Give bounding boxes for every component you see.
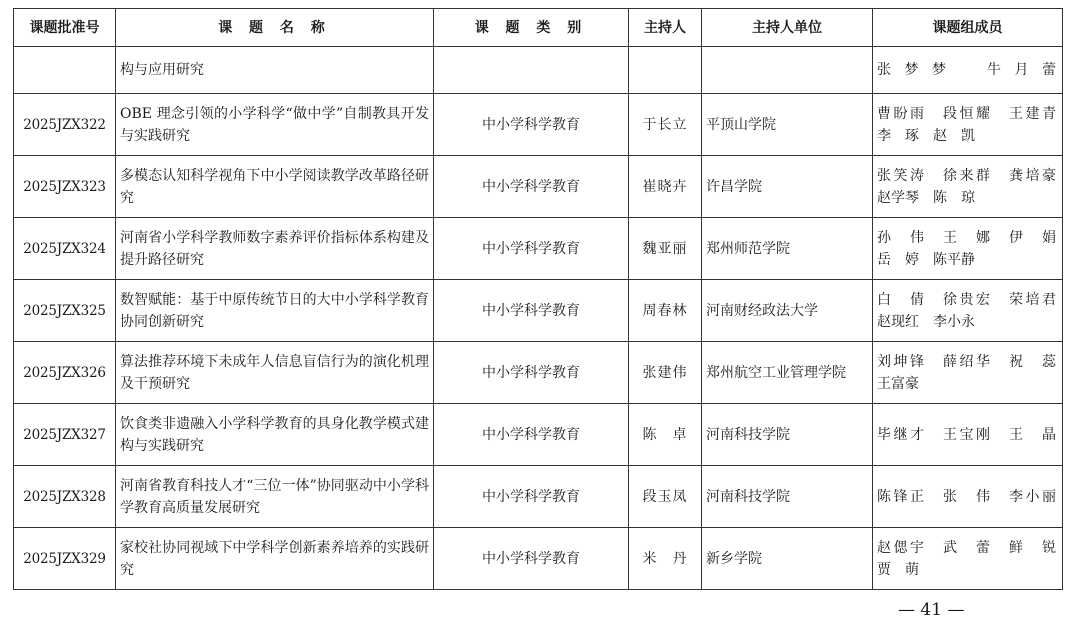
table-row: [14, 218, 1063, 280]
project-title-cell: 家校社协同视域下中学科学创新素养培养的实践研究: [116, 528, 434, 590]
header-title: 课 题 名 称: [116, 9, 434, 47]
member-line: 赵现红 李小永: [877, 313, 975, 330]
project-title-cell: 河南省小学科学教师数字素养评价指标体系构建及提升路径研究: [116, 218, 434, 280]
table-row: [14, 528, 1063, 590]
project-category-cell: 中小学科学教育: [434, 342, 629, 404]
project-category-cell: 中小学科学教育: [434, 528, 629, 590]
member-line: 张笑涛 徐来群 龚培豪: [877, 167, 1056, 184]
project-number-cell: 2025JZX326: [14, 342, 116, 404]
project-number-cell: 2025JZX329: [14, 528, 116, 590]
project-category-cell: 中小学科学教育: [434, 280, 629, 342]
project-number-cell: 2025JZX327: [14, 404, 116, 466]
member-line: 曹盼雨 段恒耀 王建青: [877, 105, 1056, 122]
members-cell: [873, 466, 1063, 528]
member-line: 刘坤锋 薛绍华 祝 蕊: [877, 353, 1056, 370]
host-unit-cell: 河南科技学院: [702, 466, 873, 528]
project-category-cell: 中小学科学教育: [434, 94, 629, 156]
project-category-cell: 中小学科学教育: [434, 218, 629, 280]
member-line: 赵偲宇 武 蕾 鲜 锐: [877, 539, 1056, 556]
header-unit: 主持人单位: [702, 9, 873, 47]
project-category-cell: 中小学科学教育: [434, 404, 629, 466]
member-line: 陈锋正 张 伟 李小丽: [877, 488, 1056, 505]
page-number: — 41 —: [898, 600, 965, 620]
members-cell: [873, 94, 1063, 156]
host-name-cell: 段玉凤: [629, 466, 702, 528]
member-line: 孙 伟 王 娜 伊 娟: [877, 229, 1056, 246]
host-unit-cell: 郑州师范学院: [702, 218, 873, 280]
project-number-cell: 2025JZX328: [14, 466, 116, 528]
host-unit-cell: 新乡学院: [702, 528, 873, 590]
member-line: 赵学琴 陈 琼: [877, 189, 975, 206]
project-number-cell: 2025JZX322: [14, 94, 116, 156]
header-number: 课题批准号: [14, 9, 116, 47]
table-row: [14, 342, 1063, 404]
project-title-cell: 河南省教育科技人才“三位一体”协同驱动中小学科学教育高质量发展研究: [116, 466, 434, 528]
host-unit-cell: 郑州航空工业管理学院: [702, 342, 873, 404]
members-cell: [873, 528, 1063, 590]
table-row: [14, 47, 1063, 94]
project-number-cell: [14, 47, 116, 94]
host-name-cell: 魏亚丽: [629, 218, 702, 280]
table-row: [14, 94, 1063, 156]
project-title-cell: 数智赋能：基于中原传统节日的大中小学科学教育协同创新研究: [116, 280, 434, 342]
header-members: 课题组成员: [873, 9, 1063, 47]
project-title-cell: OBE 理念引领的小学科学“做中学”自制教具开发与实践研究: [116, 94, 434, 156]
host-unit-cell: 河南科技学院: [702, 404, 873, 466]
members-cell: [873, 404, 1063, 466]
project-category-cell: 中小学科学教育: [434, 466, 629, 528]
member-line: 岳 婷 陈平静: [877, 251, 975, 268]
host-name-cell: 米 丹: [629, 528, 702, 590]
table-row: [14, 404, 1063, 466]
project-table: [13, 8, 1063, 590]
table-row: [14, 280, 1063, 342]
members-cell: [873, 47, 1063, 94]
host-unit-cell: 许昌学院: [702, 156, 873, 218]
members-cell: [873, 218, 1063, 280]
project-title-cell: 多模态认知科学视角下中小学阅读教学改革路径研究: [116, 156, 434, 218]
host-name-cell: 于长立: [629, 94, 702, 156]
members-cell: [873, 156, 1063, 218]
header-row: [14, 9, 1063, 47]
table-header: [14, 9, 1063, 47]
host-name-cell: 张建伟: [629, 342, 702, 404]
table-row: [14, 466, 1063, 528]
member-line: 白 倩 徐贵宏 荣培君: [877, 291, 1056, 308]
members-cell: [873, 342, 1063, 404]
table-body: [14, 47, 1063, 590]
project-title-cell: 构与应用研究: [116, 47, 434, 94]
header-host: 主持人: [629, 9, 702, 47]
project-title-cell: 饮食类非遗融入小学科学教育的具身化教学模式建构与实践研究: [116, 404, 434, 466]
member-line: 毕继才 王宝刚 王 晶: [877, 426, 1056, 443]
host-unit-cell: [702, 47, 873, 94]
project-number-cell: 2025JZX325: [14, 280, 116, 342]
member-line: 张梦梦 牛月蕾: [877, 62, 1056, 78]
host-name-cell: 陈 卓: [629, 404, 702, 466]
members-cell: [873, 280, 1063, 342]
host-unit-cell: 河南财经政法大学: [702, 280, 873, 342]
header-category: 课 题 类 别: [434, 9, 629, 47]
table-row: [14, 156, 1063, 218]
project-number-cell: 2025JZX324: [14, 218, 116, 280]
host-name-cell: [629, 47, 702, 94]
project-category-cell: 中小学科学教育: [434, 156, 629, 218]
member-line: 王富豪: [877, 375, 919, 392]
project-category-cell: [434, 47, 629, 94]
host-name-cell: 周春林: [629, 280, 702, 342]
member-line: 李 琢 赵 凯: [877, 127, 975, 144]
host-unit-cell: 平顶山学院: [702, 94, 873, 156]
project-title-cell: 算法推荐环境下未成年人信息盲信行为的演化机理及干预研究: [116, 342, 434, 404]
project-number-cell: 2025JZX323: [14, 156, 116, 218]
member-line: 贾 萌: [877, 561, 919, 578]
host-name-cell: 崔晓卉: [629, 156, 702, 218]
